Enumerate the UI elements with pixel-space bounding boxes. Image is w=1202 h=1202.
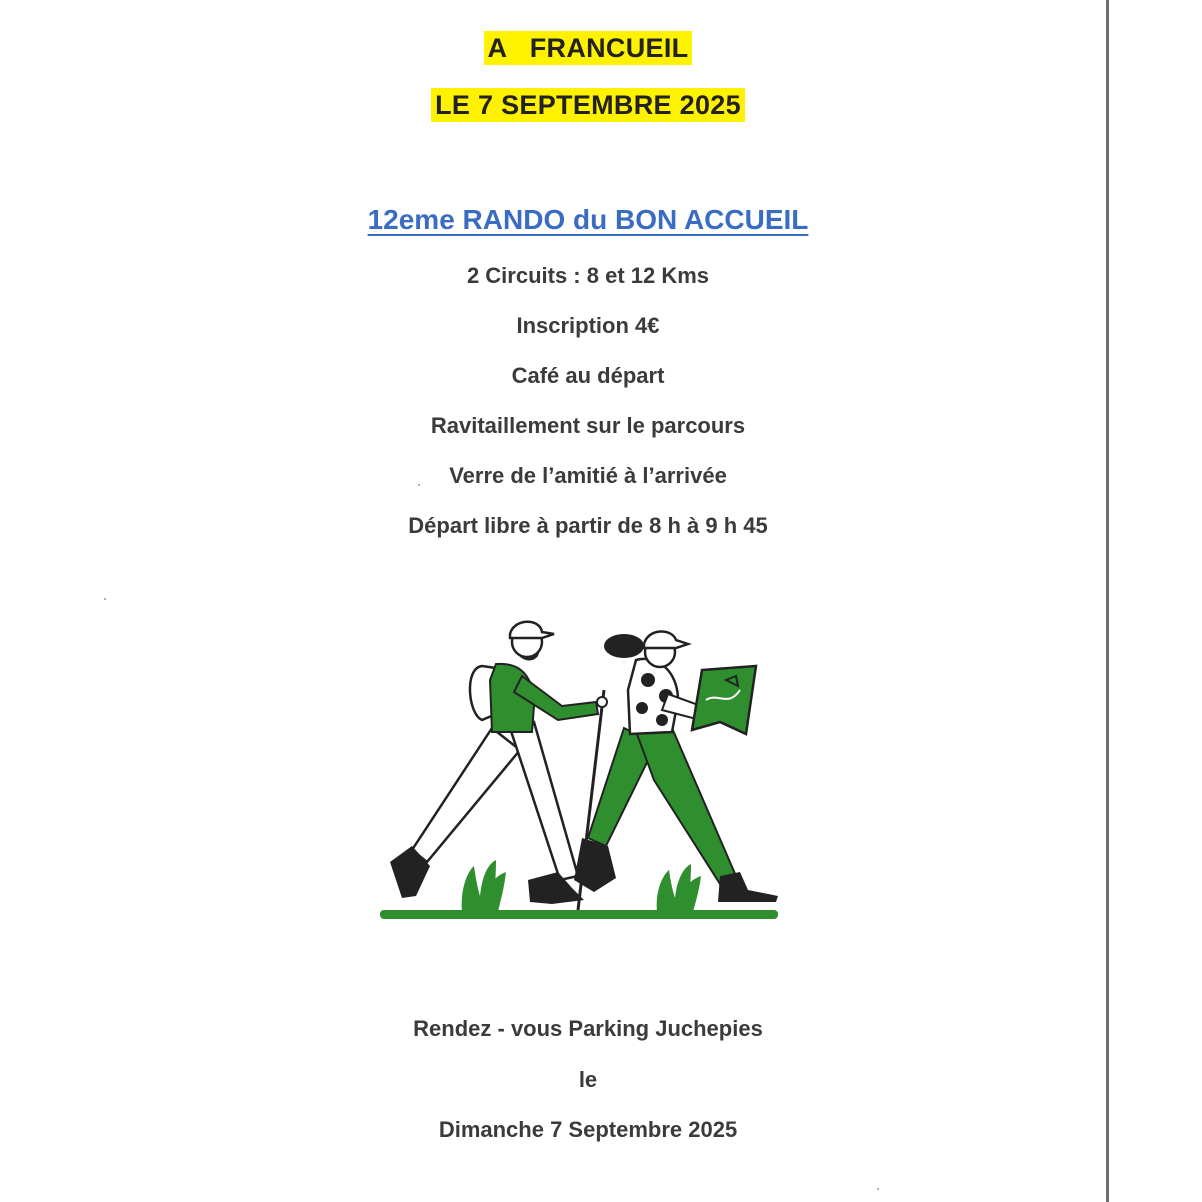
hiker-woman-icon — [574, 631, 778, 902]
detail-cafe: Café au départ — [511, 363, 665, 388]
hikers-illustration-icon — [372, 610, 792, 930]
ground-line — [380, 910, 778, 919]
detail-ravitaillement: Ravitaillement sur le parcours — [430, 413, 746, 438]
date-highlight: LE 7 SEPTEMBRE 2025 — [431, 88, 745, 122]
meeting-date: Dimanche 7 Septembre 2025 — [438, 1117, 738, 1142]
location-heading — [0, 33, 1176, 64]
scan-speck — [104, 598, 106, 600]
scan-speck — [418, 484, 420, 486]
detail-depart: Départ libre à partir de 8 h à 9 h 45 — [408, 513, 768, 538]
location-highlight: A FRANCUEIL — [484, 31, 693, 65]
event-title: 12eme RANDO du BON ACCUEIL — [367, 204, 809, 235]
meeting-point: Rendez - vous Parking Juchepies — [413, 1016, 763, 1041]
hiker-man-icon — [390, 622, 607, 910]
detail-inscription: Inscription 4€ — [516, 313, 660, 338]
meeting-connector: le — [578, 1067, 598, 1092]
bush-icon — [462, 860, 506, 912]
detail-circuits: 2 Circuits : 8 et 12 Kms — [466, 263, 710, 288]
bush-icon — [657, 864, 701, 912]
scan-speck — [877, 1188, 879, 1190]
detail-verre: Verre de l’amitié à l’arrivée — [449, 463, 727, 488]
date-heading — [0, 90, 1176, 121]
